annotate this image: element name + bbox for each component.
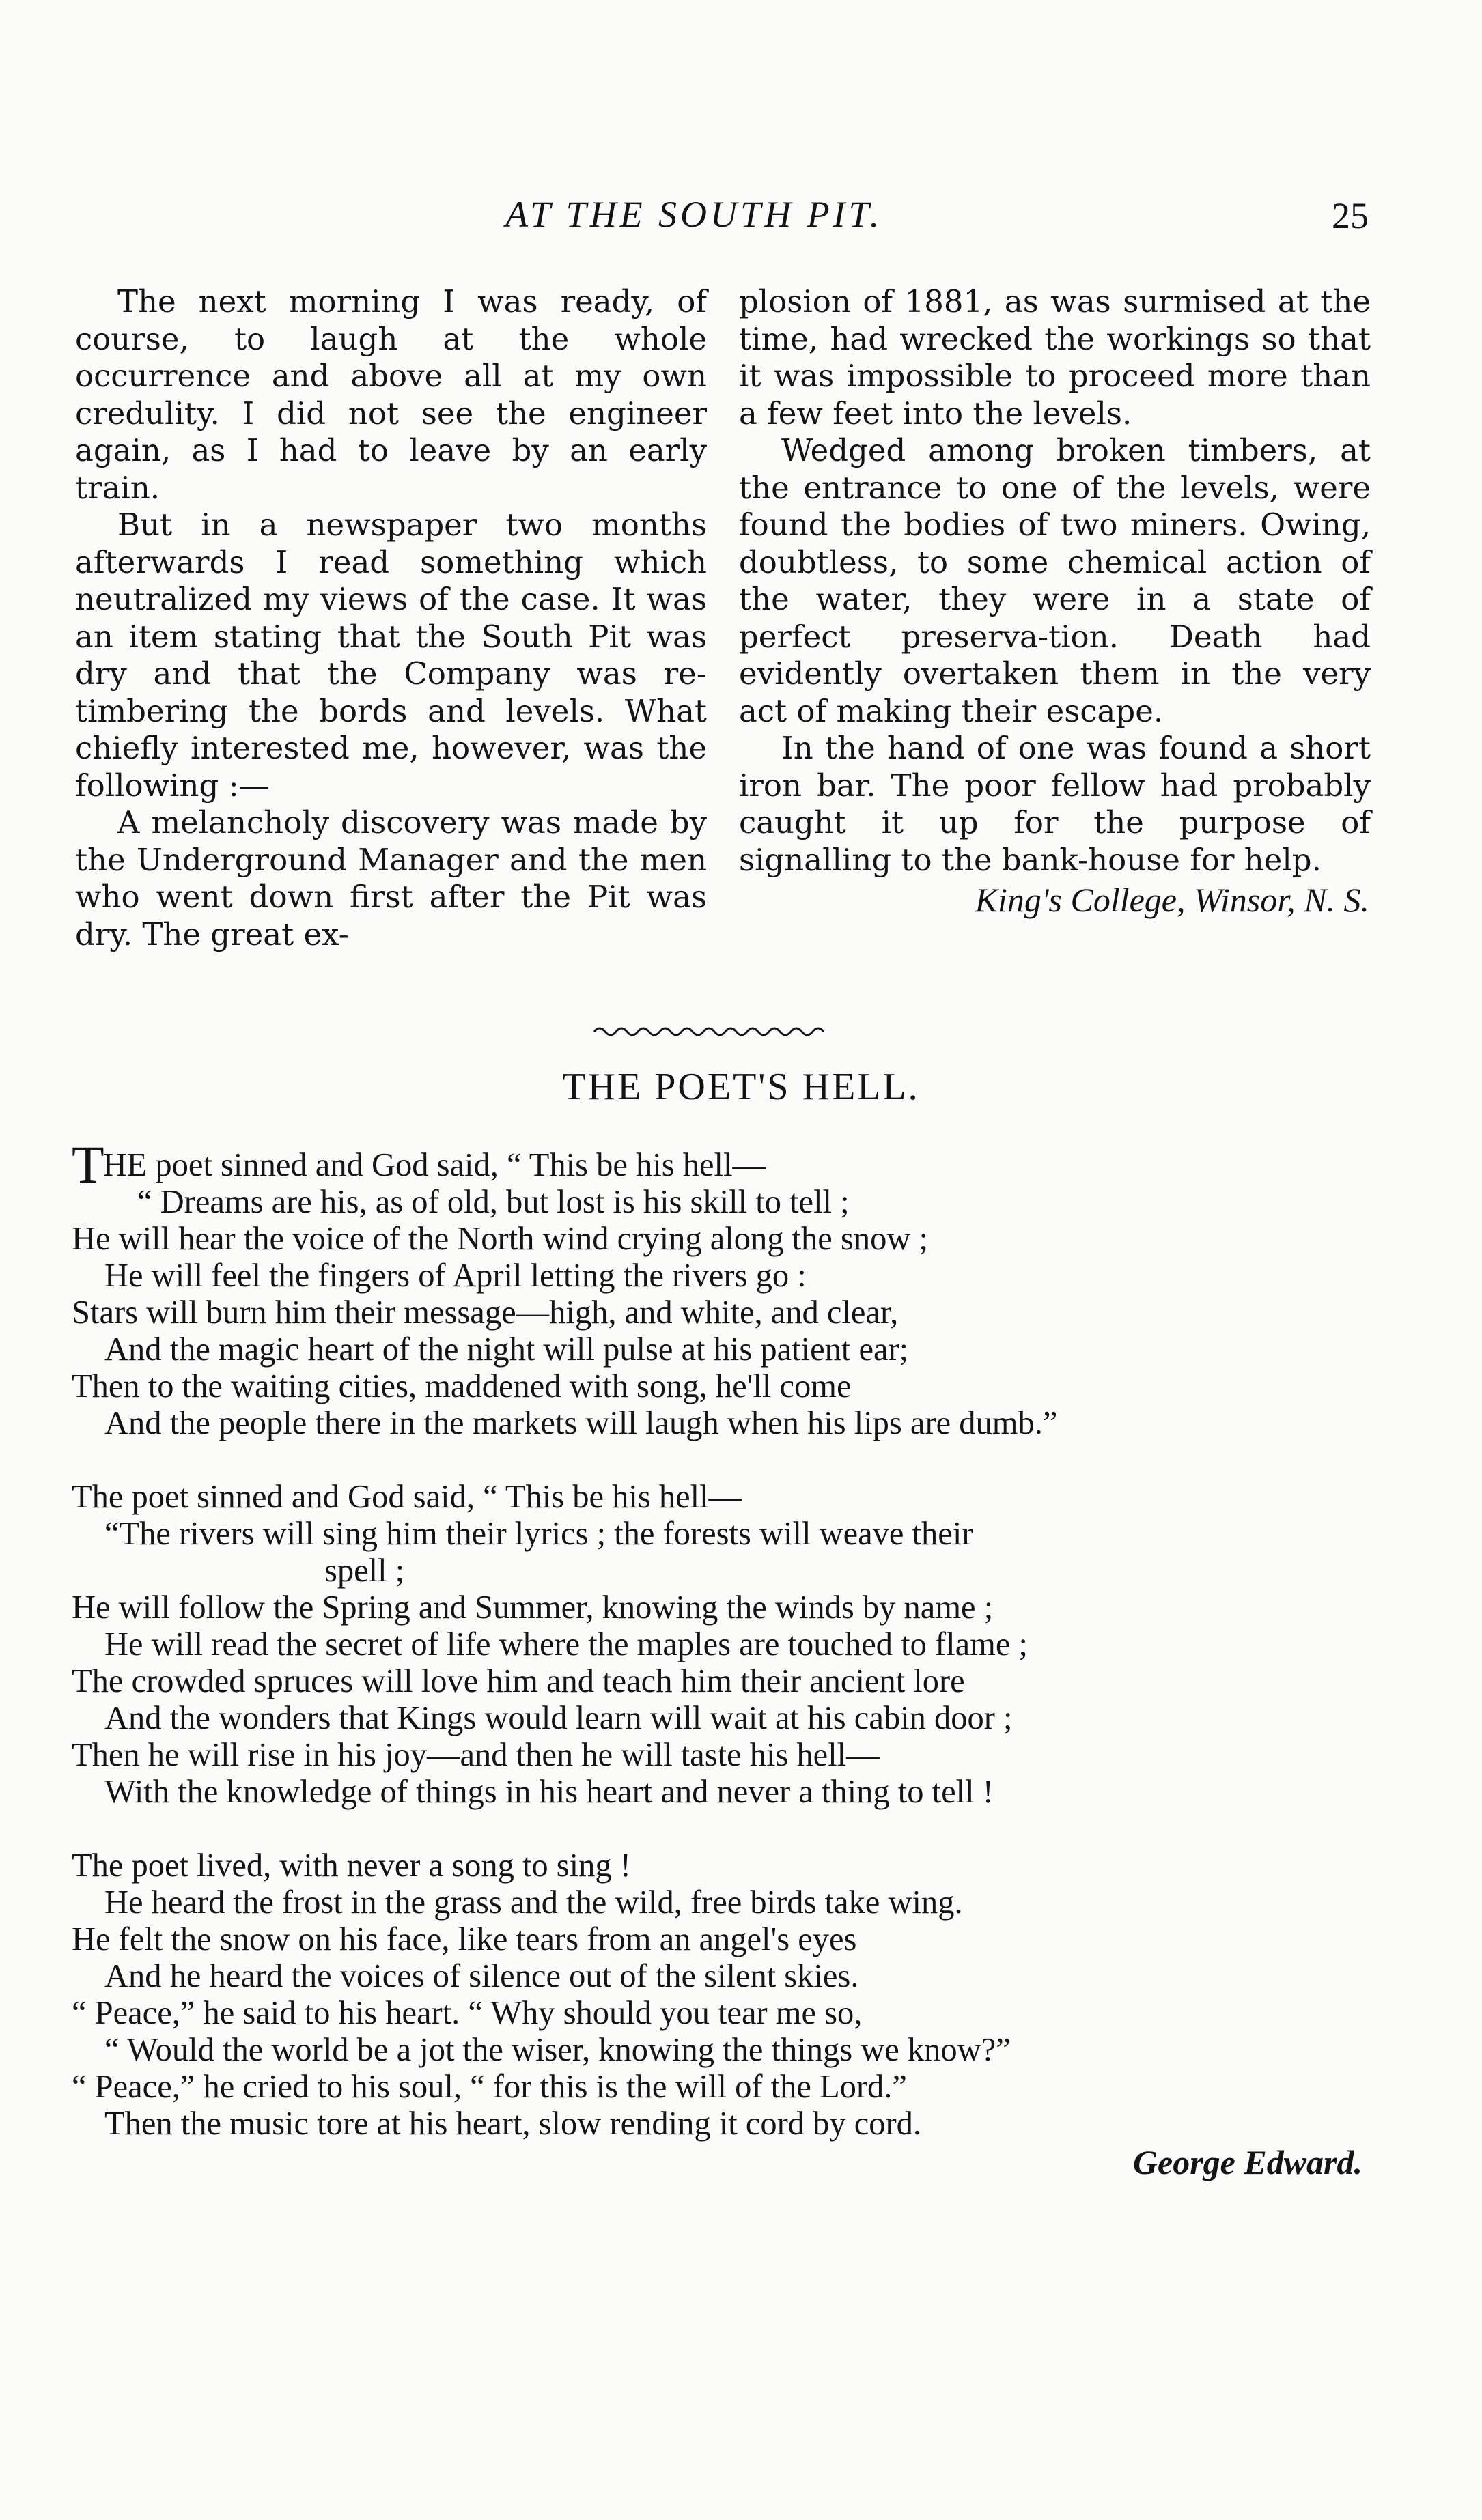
stanza xyxy=(72,1847,1369,2142)
paragraph: But in a newspaper two months afterwards I read something which neutralized my views of the case. It was an item stating that the South Pit was dry and that the Company was re-timbering the bords and levels. What chiefly interested me, however, was the following :— xyxy=(75,507,707,804)
page-number: 25 xyxy=(1332,195,1369,236)
poem-line: “ Dreams are his, as of old, but lost is his skill to tell ; xyxy=(137,1184,850,1220)
poem-line: He will feel the fingers of April letting the rivers go : xyxy=(104,1258,807,1294)
running-head xyxy=(0,193,1482,248)
stanza xyxy=(72,1479,1369,1811)
paragraph: The next morning I was ready, of course, to laugh at the whole occurrence and above all at my own credulity. I did not see the engineer again, as I had to leave by an early train. xyxy=(75,283,707,506)
paragraph: Wedged among broken timbers, at the entrance to one of the levels, were found the bodies of two miners. Owing, doubtless, to some chemical action of the water, they were in a state of perfect preserva-tion. Death had evidently overtaken them in the very act of making their escape. xyxy=(739,432,1371,729)
poem-line: The poet lived, with never a song to sing ! xyxy=(72,1847,631,1884)
poem-line: The crowded spruces will love him and teach him their ancient lore xyxy=(72,1663,965,1699)
poem-line: With the knowledge of things in his heart and never a thing to tell ! xyxy=(104,1774,994,1810)
poem-line: “ Peace,” he cried to his soul, “ for this is the will of the Lord.” xyxy=(72,2069,907,2105)
first-line-text: HE poet sinned and God said, “ This be his hell— xyxy=(102,1147,766,1183)
poem-line: The poet sinned and God said, “ This be his hell— xyxy=(72,1479,742,1515)
poem-line: “The rivers will sing him their lyrics ; the forests will weave their xyxy=(104,1516,973,1552)
poem-line xyxy=(72,1135,1369,1194)
right-column xyxy=(739,283,1371,919)
poem-line: And the wonders that Kings would learn will wait at his cabin door ; xyxy=(104,1700,1013,1736)
poem-line: He felt the snow on his face, like tears from an angel's eyes xyxy=(72,1921,857,1957)
story-signature: King's College, Winsor, N. S. xyxy=(975,881,1369,919)
poem-title: THE POET'S HELL. xyxy=(562,1066,920,1108)
stanza xyxy=(72,1135,1369,1442)
paragraph: plosion of 1881, as was surmised at the time, had wrecked the workings so that it was impossible to proceed more than a few feet into the levels. xyxy=(739,283,1371,431)
poem-line: Then he will rise in his joy—and then he will taste his hell— xyxy=(72,1737,880,1773)
poem-line: And the magic heart of the night will pulse at his patient ear; xyxy=(104,1331,909,1368)
poem-line: Stars will burn him their message—high, and white, and clear, xyxy=(72,1294,899,1331)
poem-line: “ Would the world be a jot the wiser, knowing the things we know?” xyxy=(104,2032,1011,2068)
poem-line: Then the music tore at his heart, slow rending it cord by cord. xyxy=(104,2106,922,2142)
poem-line: spell ; xyxy=(324,1553,405,1589)
poem-line: He will follow the Spring and Summer, knowing the winds by name ; xyxy=(72,1589,994,1626)
poem-line: Then to the waiting cities, maddened with song, he'll come xyxy=(72,1368,852,1404)
poem-line: And the people there in the markets will laugh when his lips are dumb.” xyxy=(104,1405,1058,1441)
poem-line: He heard the frost in the grass and the wild, free birds take wing. xyxy=(104,1884,963,1921)
poem-line: And he heard the voices of silence out of the silent skies. xyxy=(104,1958,859,1994)
drop-cap: T xyxy=(72,1135,103,1194)
ornament-divider xyxy=(589,1021,835,1041)
poem-author: George Edward. xyxy=(1132,2143,1362,2181)
poem-line: He will read the secret of life where the maples are touched to flame ; xyxy=(104,1626,1029,1662)
poem-line: “ Peace,” he said to his heart. “ Why should you tear me so, xyxy=(72,1995,863,2031)
left-column xyxy=(75,283,707,953)
paragraph: In the hand of one was found a short iron bar. The poor fellow had probably caught it up for the purpose of signalling to the bank-house for help. xyxy=(739,730,1371,878)
paragraph: A melancholy discovery was made by the Underground Manager and the men who went down first after the Pit was dry. The great ex- xyxy=(75,804,707,952)
poem-line: He will hear the voice of the North wind crying along the snow ; xyxy=(72,1221,928,1257)
running-head-title: AT THE SOUTH PIT. xyxy=(505,194,883,235)
poem-body xyxy=(72,1135,1369,2181)
